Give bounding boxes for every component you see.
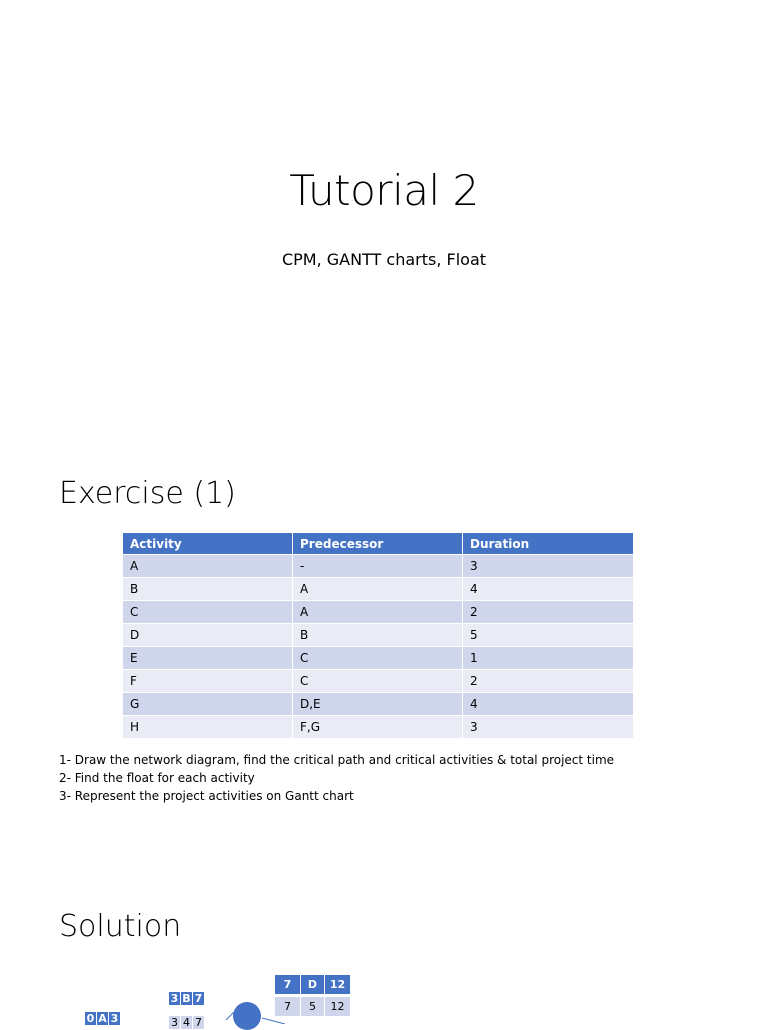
node-b-ef: 7 bbox=[194, 992, 203, 1005]
table-row bbox=[123, 555, 634, 578]
node-d-label: D bbox=[301, 975, 324, 994]
node-a-top bbox=[85, 1012, 121, 1025]
cell-duration: 2 bbox=[463, 601, 634, 624]
cell-predecessor: B bbox=[293, 624, 463, 647]
header-predecessor: Predecessor bbox=[293, 533, 463, 555]
table-row bbox=[123, 601, 634, 624]
arrow-node-to-d bbox=[262, 1018, 285, 1024]
question-item: 3- Represent the project activities on Gantt chart bbox=[59, 789, 354, 803]
question-list bbox=[59, 751, 614, 805]
cell-duration: 2 bbox=[463, 670, 634, 693]
cell-duration: 4 bbox=[463, 693, 634, 716]
page-subtitle: CPM, GANTT charts, Float bbox=[281, 250, 487, 269]
exercise-heading: Exercise (1) bbox=[59, 476, 236, 511]
cell-activity: F bbox=[123, 670, 293, 693]
cell-activity: E bbox=[123, 647, 293, 670]
cell-duration: 3 bbox=[463, 555, 634, 578]
cell-predecessor: F,G bbox=[293, 716, 463, 739]
question-item: 1- Draw the network diagram, find the critical path and critical activities & total project time bbox=[59, 753, 615, 767]
page-title: Tutorial 2 bbox=[289, 166, 479, 215]
cell-duration: 5 bbox=[463, 624, 634, 647]
node-d-ls: 7 bbox=[275, 997, 300, 1016]
table-row bbox=[123, 624, 634, 647]
table-header-row bbox=[123, 533, 634, 555]
cell-activity: D bbox=[123, 624, 293, 647]
question-item: 2- Find the float for each activity bbox=[59, 771, 255, 785]
node-b-es: 3 bbox=[170, 992, 179, 1005]
node-d-ef: 12 bbox=[325, 975, 350, 994]
node-b-top bbox=[169, 992, 205, 1005]
table-row bbox=[123, 670, 634, 693]
node-a-ef: 3 bbox=[110, 1012, 119, 1025]
cell-predecessor: - bbox=[293, 555, 463, 578]
node-b-bottom bbox=[169, 1016, 205, 1029]
node-d-bottom bbox=[275, 997, 351, 1016]
cell-predecessor: A bbox=[293, 601, 463, 624]
node-d-top bbox=[275, 975, 351, 994]
node-b-ls: 3 bbox=[171, 1016, 178, 1029]
cell-duration: 4 bbox=[463, 578, 634, 601]
table-row bbox=[123, 578, 634, 601]
node-d-es: 7 bbox=[275, 975, 300, 994]
cell-predecessor: D,E bbox=[293, 693, 463, 716]
cell-activity: H bbox=[123, 716, 293, 739]
cell-activity: G bbox=[123, 693, 293, 716]
table-row bbox=[123, 716, 634, 739]
solution-heading: Solution bbox=[59, 909, 182, 944]
cell-predecessor: C bbox=[293, 647, 463, 670]
node-d-lf: 12 bbox=[325, 997, 350, 1016]
node-d-duration: 5 bbox=[301, 997, 324, 1016]
header-activity: Activity bbox=[123, 533, 293, 555]
cell-duration: 1 bbox=[463, 647, 634, 670]
cell-activity: B bbox=[123, 578, 293, 601]
node-b-label: B bbox=[182, 992, 191, 1005]
node-a-es: 0 bbox=[86, 1012, 95, 1025]
table-row bbox=[123, 647, 634, 670]
cell-activity: A bbox=[123, 555, 293, 578]
cell-predecessor: C bbox=[293, 670, 463, 693]
cell-activity: C bbox=[123, 601, 293, 624]
table-row bbox=[123, 693, 634, 716]
activity-table bbox=[122, 532, 634, 739]
node-b-duration: 4 bbox=[183, 1016, 190, 1029]
cell-predecessor: A bbox=[293, 578, 463, 601]
header-duration: Duration bbox=[463, 533, 634, 555]
node-a-label: A bbox=[98, 1012, 107, 1025]
cell-duration: 3 bbox=[463, 716, 634, 739]
event-node-circle bbox=[233, 1002, 261, 1030]
node-b-lf: 7 bbox=[195, 1016, 202, 1029]
